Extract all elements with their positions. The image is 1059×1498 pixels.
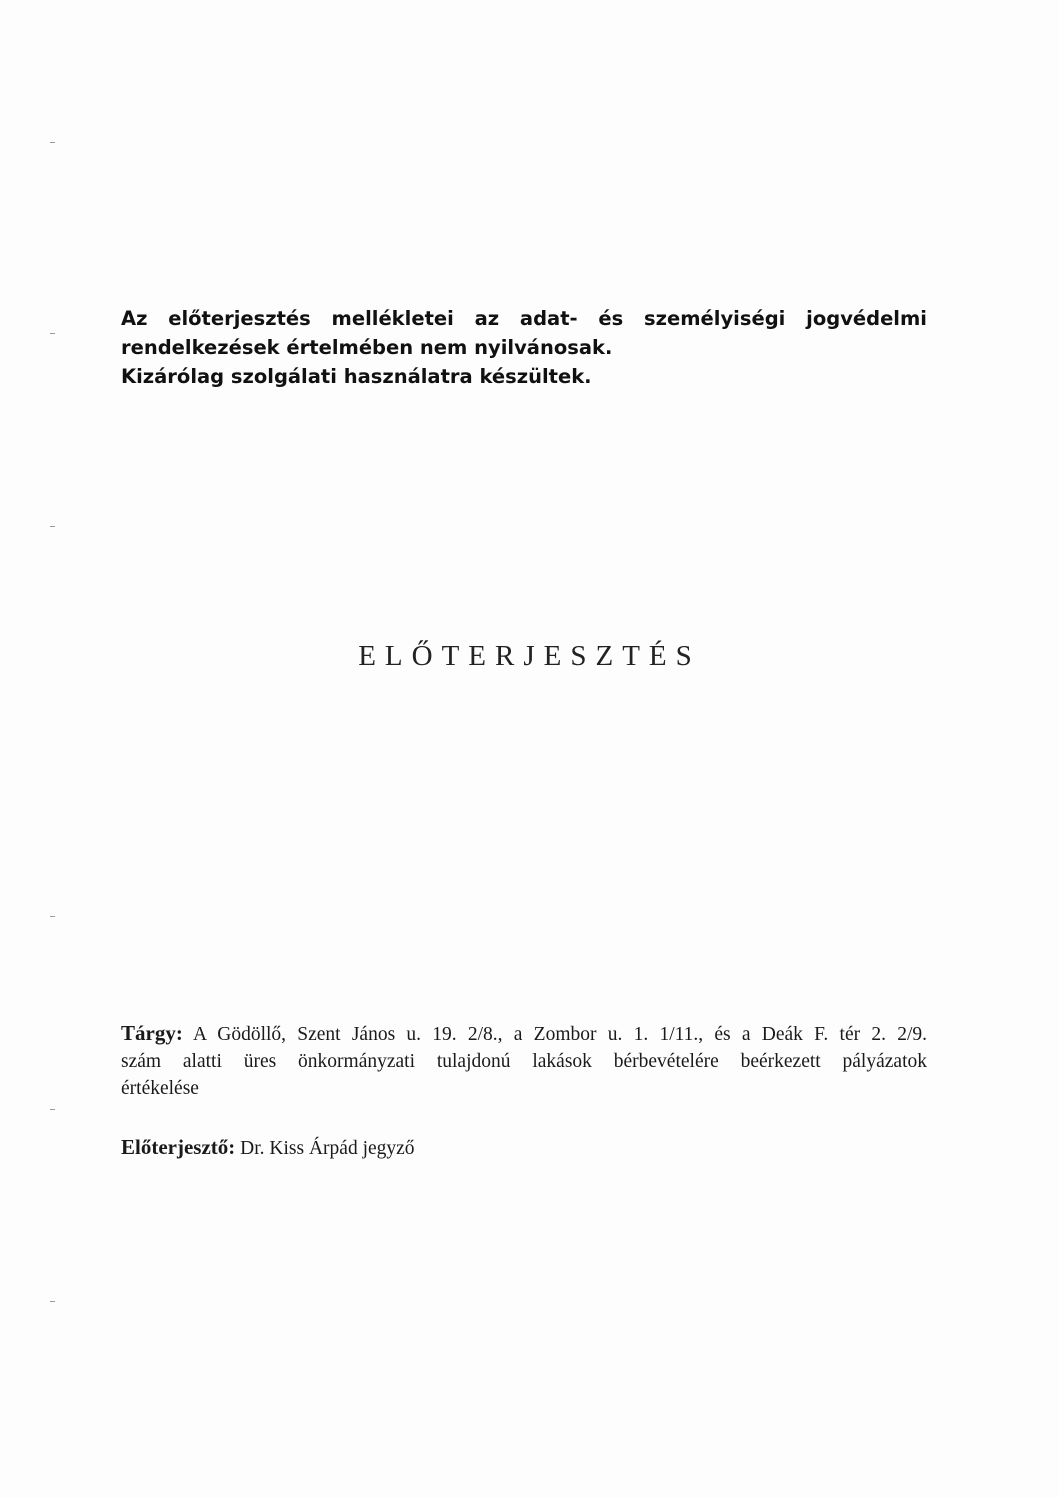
submitter-label: Előterjesztő: [121, 1135, 236, 1159]
subject-line-2: szám alatti üres önkormányzati tulajdonú lakások bérbevételére beérkezett pályázatok [121, 1051, 927, 1072]
document-title: ELŐTERJESZTÉS [358, 640, 701, 672]
subject-text-1: A Gödöllő, Szent János u. 19. 2/8., a Zombor u. 1. 1/11., és a Deák F. tér 2. 2/9. [193, 1024, 927, 1045]
punch-mark [50, 333, 55, 334]
punch-mark [50, 916, 55, 917]
notice-line-1: Az előterjesztés mellékletei az adat- és személyiségi jogvédelmi [121, 307, 927, 330]
subject-line-1 [121, 1020, 927, 1048]
submitter-block [121, 1134, 927, 1162]
subject-label: Tárgy: [121, 1021, 183, 1045]
punch-mark [50, 1109, 55, 1110]
confidentiality-notice [121, 304, 927, 391]
submitter-name: Dr. Kiss Árpád jegyző [240, 1138, 415, 1159]
punch-mark [50, 142, 55, 143]
subject-line-3: értékelése [121, 1078, 199, 1099]
subject-block [121, 1020, 927, 1102]
punch-mark [50, 526, 55, 527]
notice-line-3: Kizárólag szolgálati használatra készültek. [121, 365, 592, 388]
notice-line-2: rendelkezések értelmében nem nyilvánosak. [121, 336, 613, 359]
punch-mark [50, 1301, 55, 1302]
